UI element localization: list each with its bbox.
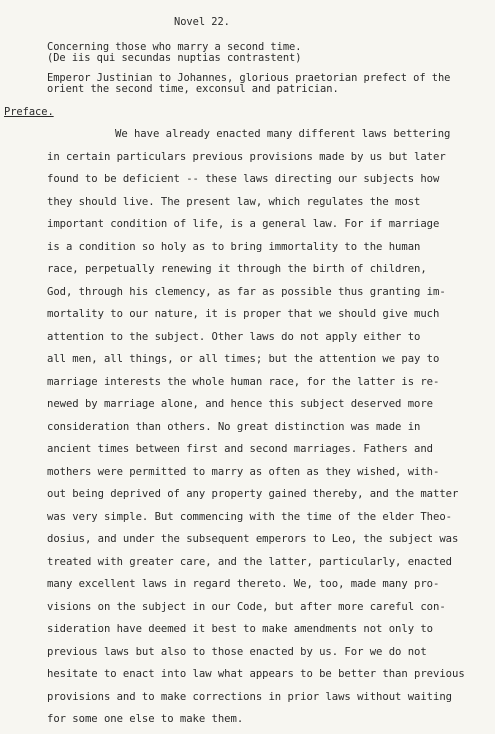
body-line: God, through his clemency, as far as possible thus granting im- — [47, 286, 446, 298]
body-line: newed by marriage alone, and hence this subject deserved more — [47, 398, 434, 410]
body-line: for some one else to make them. — [47, 713, 244, 725]
body-line: found to be deficient -- these laws directing our subjects how — [47, 173, 440, 185]
body-line: many excellent laws in regard thereto. We, too, made many pro- — [47, 578, 440, 590]
body-line: provisions and to make corrections in prior laws without waiting — [47, 691, 452, 703]
body-line: sideration have deemed it best to make amendments not only to — [47, 623, 434, 635]
body-line: visions on the subject in our Code, but after more careful con- — [47, 601, 446, 613]
document-subtitle-latin: (De iis qui secundas nuptias contrastent) — [47, 52, 302, 64]
body-line: dosius, and under the subsequent emperors to Leo, the subject was — [47, 533, 459, 545]
document-title: Novel 22. — [174, 16, 230, 28]
body-line: mortality to our nature, it is proper that we should give much — [47, 308, 440, 320]
body-line: marriage interests the whole human race, for the latter is re- — [47, 376, 440, 388]
body-line: was very simple. But commencing with the time of the elder Theo- — [47, 511, 452, 523]
body-line: they should live. The present law, which regulates the most — [47, 196, 421, 208]
body-line: hesitate to enact into law what appears to be better than previous — [47, 668, 465, 680]
body-line: out being deprived of any property gained thereby, and the matter — [47, 488, 459, 500]
body-line: previous laws but also to those enacted by us. For we do not — [47, 646, 427, 658]
body-line: ancient times between first and second marriages. Fathers and — [47, 443, 434, 455]
body-line: in certain particulars previous provisions made by us but later — [47, 151, 446, 163]
document-subtitle: Concerning those who marry a second time. — [47, 41, 302, 53]
address-line: Emperor Justinian to Johannes, glorious praetorian prefect of the — [47, 72, 451, 84]
body-line: race, perpetually renewing it through the birth of children, — [47, 263, 427, 275]
body-line: mothers were permitted to marry as often as they wished, with- — [47, 466, 440, 478]
address-line: orient the second time, exconsul and patrician. — [47, 83, 339, 95]
body-line: attention to the subject. Other laws do not apply either to — [47, 331, 421, 343]
section-heading: Preface. — [4, 106, 54, 118]
body-line: important condition of life, is a general law. For if marriage — [47, 218, 440, 230]
body-line: consideration than others. No great distinction was made in — [47, 421, 421, 433]
body-line: treated with greater care, and the latter, particularly, enacted — [47, 556, 452, 568]
body-line: all men, all things, or all times; but the attention we pay to — [47, 353, 440, 365]
body-line: is a condition so holy as to bring immortality to the human — [47, 241, 421, 253]
body-line: We have already enacted many different laws bettering — [115, 128, 451, 140]
